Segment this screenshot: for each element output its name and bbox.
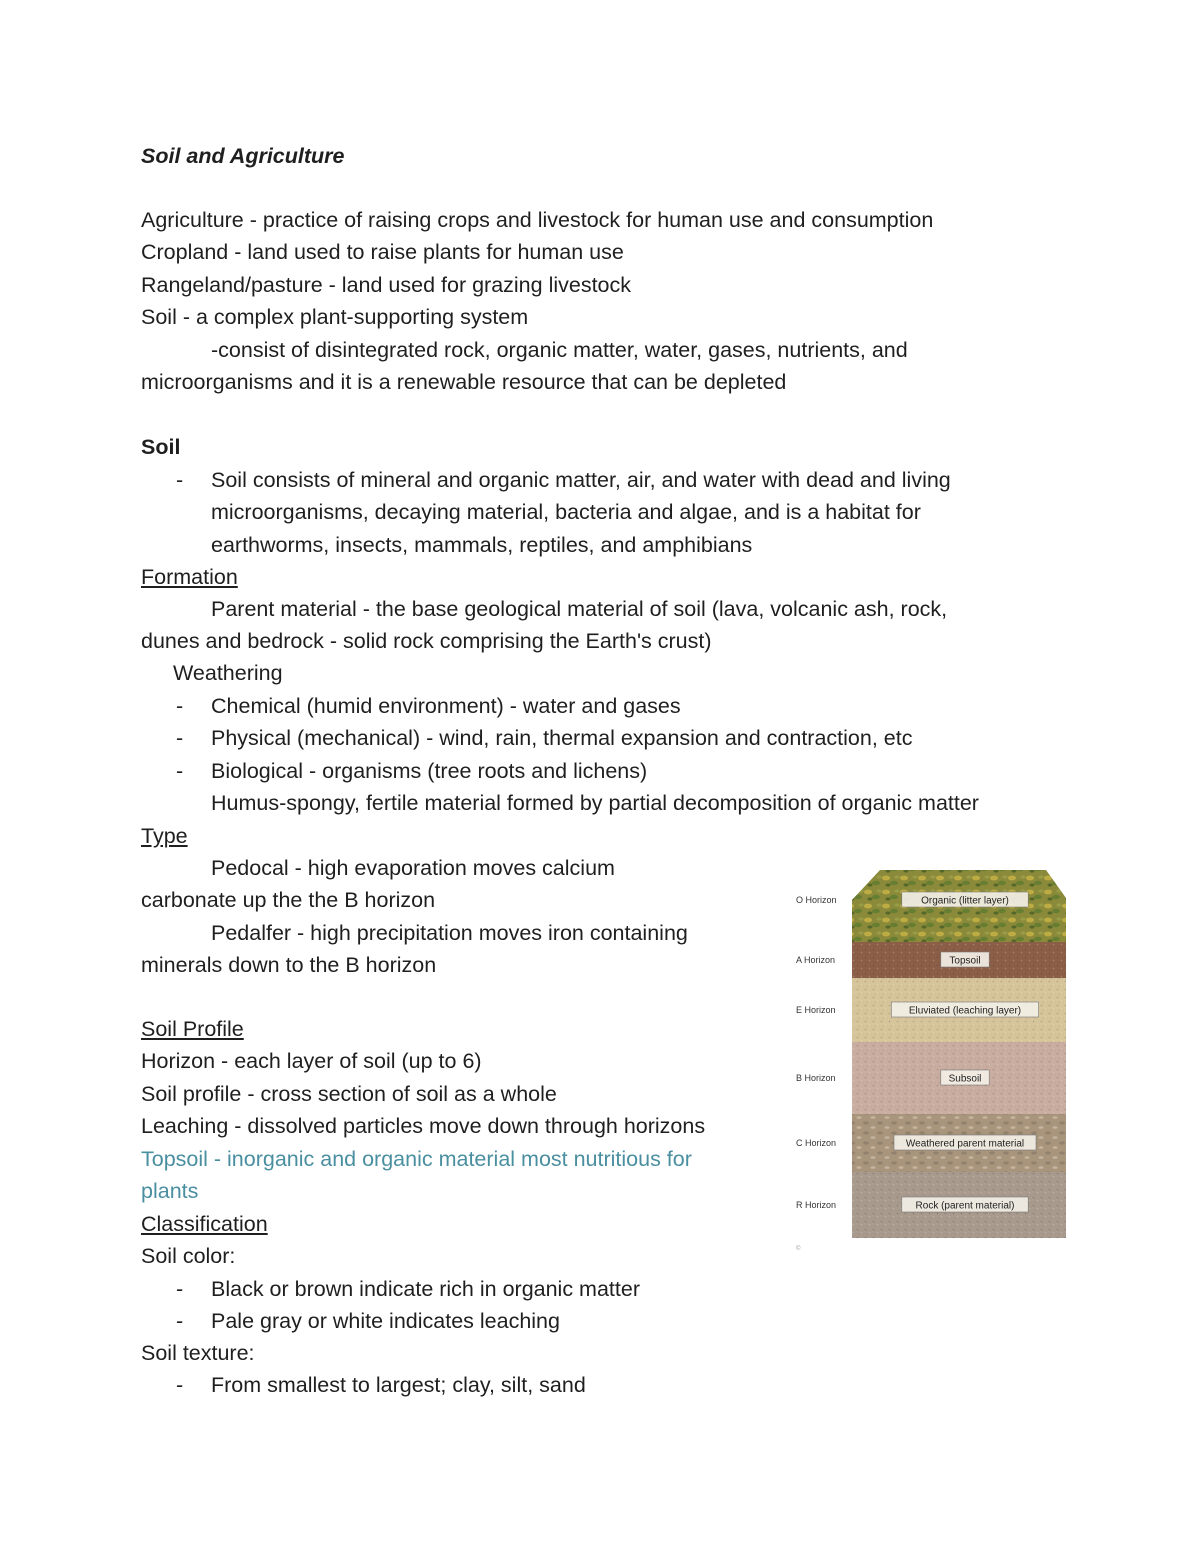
bullet-dash: - xyxy=(176,1373,184,1397)
horizon-label: B Horizon xyxy=(796,1073,836,1083)
def-topsoil-line-2: plants xyxy=(141,1179,199,1203)
formation-heading: Formation xyxy=(141,565,238,589)
def-agriculture: Agriculture - practice of raising crops and livestock for human use and consumption xyxy=(141,208,934,232)
soil-bullet-line-1: Soil consists of mineral and organic matter, air, and water with dead and living xyxy=(211,468,951,492)
def-soil: Soil - a complex plant-supporting system xyxy=(141,305,529,329)
soil-profile-heading: Soil Profile xyxy=(141,1017,244,1041)
soil-heading: Soil xyxy=(141,435,181,459)
weathering-physical: Physical (mechanical) - wind, rain, thermal expansion and contraction, etc xyxy=(211,726,913,750)
soil-bullet-line-3: earthworms, insects, mammals, reptiles, and amphibians xyxy=(211,533,753,557)
soil-consist-line-2: microorganisms and it is a renewable resource that can be depleted xyxy=(141,370,787,394)
bullet-dash: - xyxy=(176,726,184,750)
classification-heading: Classification xyxy=(141,1212,268,1236)
parent-material-line-2: dunes and bedrock - solid rock comprising the Earth's crust) xyxy=(141,629,712,653)
parent-material-line-1: Parent material - the base geological material of soil (lava, volcanic ash, rock, xyxy=(211,597,948,621)
bullet-dash: - xyxy=(176,1277,184,1301)
layer-name-label: Subsoil xyxy=(948,1073,982,1085)
pedocal-line-1: Pedocal - high evaporation moves calcium xyxy=(211,856,615,880)
humus-definition: Humus-spongy, fertile material formed by partial decomposition of organic matter xyxy=(211,791,979,815)
pedalfer-line-1: Pedalfer - high precipitation moves iron containing xyxy=(211,921,688,945)
layer-name-label: Organic (litter layer) xyxy=(921,895,1009,907)
bullet-dash: - xyxy=(176,468,184,492)
def-leaching: Leaching - dissolved particles move down through horizons xyxy=(141,1114,706,1138)
bullet-dash: - xyxy=(176,1309,184,1333)
weathering-biological: Biological - organisms (tree roots and lichens) xyxy=(211,759,648,783)
horizon-label: A Horizon xyxy=(796,955,836,965)
soil-color-label: Soil color: xyxy=(141,1244,236,1268)
def-rangeland: Rangeland/pasture - land used for grazing livestock xyxy=(141,273,632,297)
layer-name-label: Rock (parent material) xyxy=(915,1200,1015,1212)
bullet-dash: - xyxy=(176,694,184,718)
horizon-label: E Horizon xyxy=(796,1005,836,1015)
horizon-label: C Horizon xyxy=(796,1138,837,1148)
def-topsoil-line-1: Topsoil - inorganic and organic material most nutritious for xyxy=(141,1147,692,1171)
pedocal-line-2: carbonate up the the B horizon xyxy=(141,888,436,912)
color-pale-gray: Pale gray or white indicates leaching xyxy=(211,1309,560,1333)
bullet-dash: - xyxy=(176,759,184,783)
type-heading: Type xyxy=(141,824,188,848)
pedalfer-line-2: minerals down to the B horizon xyxy=(141,953,437,977)
horizon-label: O Horizon xyxy=(796,895,837,905)
def-soil-profile: Soil profile - cross section of soil as a whole xyxy=(141,1082,557,1106)
layer-name-label: Weathered parent material xyxy=(905,1138,1025,1150)
svg-text:©: © xyxy=(796,1246,801,1252)
soil-consist-line-1: -consist of disintegrated rock, organic matter, water, gases, nutrients, and xyxy=(211,338,908,362)
texture-order: From smallest to largest; clay, silt, sand xyxy=(211,1373,586,1397)
soil-bullet-line-2: microorganisms, decaying material, bacteria and algae, and is a habitat for xyxy=(211,500,921,524)
layer-name-label: Eluviated (leaching layer) xyxy=(908,1005,1022,1017)
def-cropland: Cropland - land used to raise plants for human use xyxy=(141,240,624,264)
weathering-label: Weathering xyxy=(173,661,283,685)
soil-profile-diagram xyxy=(792,860,1077,1255)
page-title: Soil and Agriculture xyxy=(141,144,345,168)
color-black-brown: Black or brown indicate rich in organic matter xyxy=(211,1277,640,1301)
def-horizon: Horizon - each layer of soil (up to 6) xyxy=(141,1049,482,1073)
soil-texture-label: Soil texture: xyxy=(141,1341,255,1365)
weathering-chemical: Chemical (humid environment) - water and gases xyxy=(211,694,681,718)
horizon-label: R Horizon xyxy=(796,1200,837,1210)
layer-name-label: Topsoil xyxy=(949,955,981,967)
